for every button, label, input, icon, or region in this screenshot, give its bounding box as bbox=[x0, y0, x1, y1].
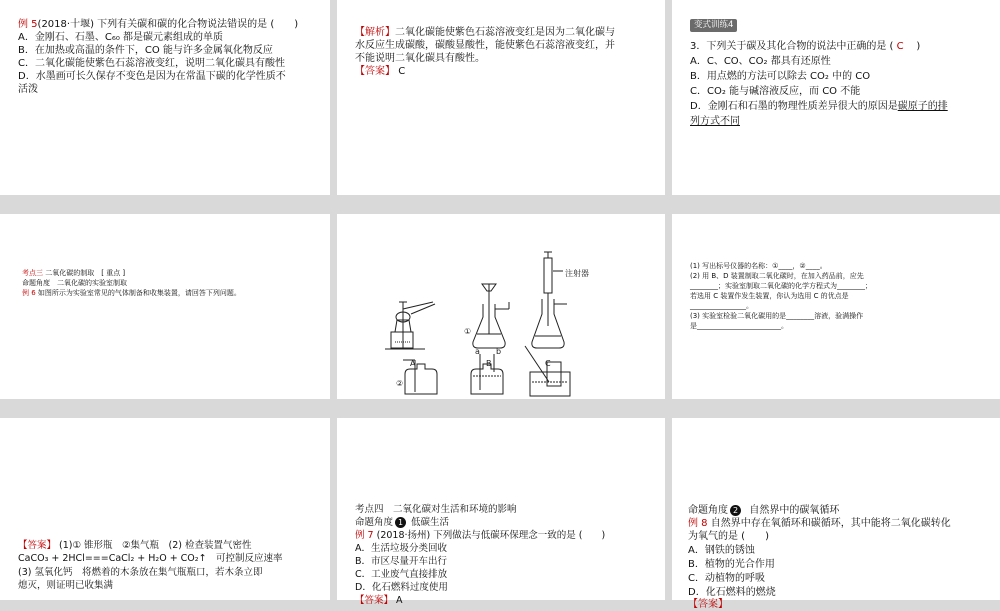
apparatus-d bbox=[403, 360, 437, 394]
slide-variant-4 bbox=[672, 0, 1000, 195]
apparatus-f bbox=[525, 346, 570, 396]
q2-line-2: ________；实验室制取二氧化碳的化学方程式为________； bbox=[690, 282, 872, 290]
label-injector: 注射器 bbox=[565, 269, 589, 278]
angle-2-title: 命题角度 2 自然界中的碳氧循环 bbox=[688, 505, 840, 516]
answer-6-line-1: 【答案】 (1)① 锥形瓶 ②集气瓶 (2) 检查装置气密性 bbox=[18, 540, 252, 551]
option-a: A．金刚石、石墨、C₆₀ 都是碳元素组成的单质 bbox=[18, 32, 224, 43]
topic-3-title: 考点三 二氧化碳的制取 [ 重点 ] bbox=[22, 269, 126, 277]
slide-example-5 bbox=[0, 0, 330, 195]
slide-topic-3 bbox=[0, 214, 330, 399]
label-a: A bbox=[410, 359, 416, 368]
topic-4-title: 考点四 二氧化碳对生活和环境的影响 bbox=[355, 504, 517, 515]
example-7-option-c: C．工业废气直接排放 bbox=[355, 569, 448, 580]
answer-line: 【答案】 C bbox=[355, 66, 406, 77]
example-7-option-a: A．生活垃圾分类回收 bbox=[355, 543, 447, 554]
slide-apparatus-diagram bbox=[337, 214, 665, 399]
slide-questions-6 bbox=[672, 214, 1000, 399]
analysis-line-3: 不能说明二氧化碳具有酸性。 bbox=[355, 53, 485, 64]
example-8-option-c: C．动植物的呼吸 bbox=[688, 573, 765, 584]
variant-answer: C bbox=[896, 41, 904, 52]
example-8: 例 8 自然界中存在氧循环和碳循环，其中能将二氧化碳转化 bbox=[688, 518, 951, 529]
variant-badge: 变式训练4 bbox=[690, 12, 737, 32]
label-circle-1: ① bbox=[464, 327, 472, 336]
apparatus-figure bbox=[337, 214, 665, 399]
variant-option-a: A．C、CO、CO₂ 都具有还原性 bbox=[690, 56, 831, 67]
topic-3-angle: 命题角度 二氧化碳的实验室制取 bbox=[22, 279, 127, 287]
label-a-port: a bbox=[475, 347, 480, 356]
label-c: C bbox=[545, 359, 551, 368]
slide-analysis-5 bbox=[337, 0, 665, 195]
example-5-question: 例 5(2018·十堰) 下列有关碳和碳的化合物说法错误的是 ( ) bbox=[18, 19, 299, 30]
variant-option-b: B．用点燃的方法可以除去 CO₂ 中的 CO bbox=[690, 71, 871, 82]
variant-option-d: D．金刚石和石墨的物理性质差异很大的原因是碳原子的排 bbox=[690, 101, 948, 112]
apparatus-b bbox=[473, 284, 509, 348]
example-7-answer: 【答案】 A bbox=[355, 595, 403, 606]
option-c: C．二氧化碳能使紫色石蕊溶液变红，说明二氧化碳具有酸性 bbox=[18, 58, 285, 69]
answer-6-line-3: (3) 氢氧化钙 将燃着的木条放在集气瓶瓶口，若木条立即 bbox=[18, 567, 263, 578]
slide-topic-4 bbox=[337, 418, 665, 606]
q2-line-3: 若选用 C 装置作发生装置，你认为选用 C 的优点是 bbox=[690, 292, 849, 300]
example-6: 例 6 如图所示为实验室常见的气体制备和收集装置，请回答下列问题。 bbox=[22, 289, 241, 297]
label-b: B bbox=[486, 359, 492, 368]
variant-option-d-cont: 列方式不同 bbox=[690, 116, 740, 127]
variant-option-c: C．CO₂ 能与碱溶液反应，而 CO 不能 bbox=[690, 86, 861, 97]
variant-question: 3．下列关于碳及其化合物的说法中正确的是 ( C ) bbox=[690, 41, 921, 52]
q3-line-2: 是________________________。 bbox=[690, 322, 788, 330]
label-b-port: b bbox=[496, 347, 502, 356]
apparatus-a bbox=[385, 302, 435, 349]
slide-topic-carbon-cycle bbox=[672, 418, 1000, 610]
option-d: D．水墨画可长久保存不变色是因为在常温下碳的化学性质不 bbox=[18, 71, 286, 82]
q2-line-4: ________________。 bbox=[690, 302, 753, 310]
q2-line: (2) 用 B、D 装置制取二氧化碳时，在加入药品前，应先 bbox=[690, 272, 864, 280]
answer-6-line-4: 熄灭，则证明已收集满 bbox=[18, 580, 114, 591]
option-d-cont: 活泼 bbox=[18, 84, 38, 95]
answer-6-line-2: CaCO₃ + 2HCl===CaCl₂ + H₂O + CO₂↑ 可控制反应速率 bbox=[18, 553, 283, 564]
example-7: 例 7 (2018·扬州) 下列做法与低碳环保理念一致的是 ( ) bbox=[355, 530, 606, 541]
example-8-option-d: D．化石燃料的燃烧 bbox=[688, 587, 776, 598]
option-b: B．在加热或高温的条件下，CO 能与许多金属氧化物反应 bbox=[18, 45, 273, 56]
example-7-option-d: D．化石燃料过度使用 bbox=[355, 582, 448, 593]
example-8-option-b: B．植物的光合作用 bbox=[688, 559, 775, 570]
example-7-option-b: B．市区尽量开车出行 bbox=[355, 556, 448, 567]
q1-line: (1) 写出标号仪器的名称：①____，②____。 bbox=[690, 262, 827, 270]
topic-4-angle: 命题角度 1 低碳生活 bbox=[355, 517, 450, 528]
example-8-answer-tag: 【答案】 bbox=[688, 599, 728, 610]
analysis-line-1: 【解析】二氧化碳能使紫色石蕊溶液变红是因为二氧化碳与 bbox=[355, 27, 615, 38]
q3-line: (3) 实验室检验二氧化碳用的是________溶液，验满操作 bbox=[690, 312, 864, 320]
label-circle-2: ② bbox=[396, 379, 404, 388]
analysis-line-2: 水反应生成碳酸，碳酸显酸性，能使紫色石蕊溶液变红，并 bbox=[355, 40, 615, 51]
example-8-cont: 为氧气的是 ( ) bbox=[688, 531, 769, 542]
slide-answer-6 bbox=[0, 418, 330, 600]
apparatus-c bbox=[532, 252, 567, 348]
example-8-option-a: A．钢铁的锈蚀 bbox=[688, 545, 755, 556]
